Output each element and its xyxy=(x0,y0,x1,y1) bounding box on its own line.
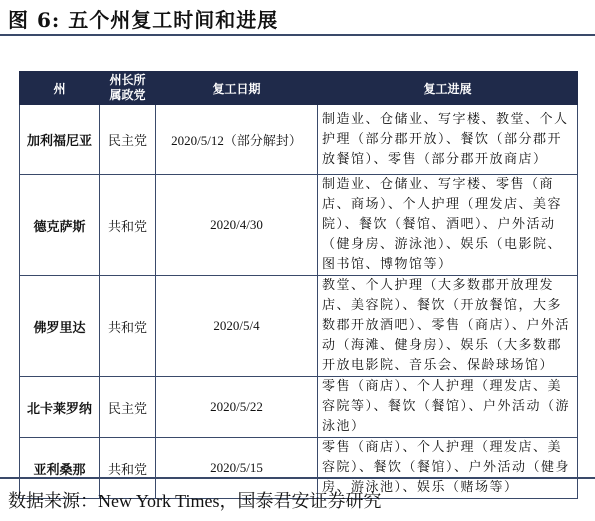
state-cell: 亚利桑那 xyxy=(20,438,100,499)
party-cell: 共和党 xyxy=(100,438,156,499)
progress-cell: 零售（商店）、个人护理（理发店、美容院等）、餐饮（餐馆）、户外活动（游泳池） xyxy=(318,377,578,438)
state-cell: 北卡莱罗纳 xyxy=(20,377,100,438)
bottom-divider xyxy=(0,477,595,479)
table-row xyxy=(20,175,578,276)
header-row xyxy=(20,72,578,105)
header-party: 州长所属政党 xyxy=(100,72,156,105)
party-cell: 民主党 xyxy=(100,105,156,175)
progress-cell: 制造业、仓储业、写字楼、零售（商店、商场）、个人护理（理发店、美容院）、餐饮（餐馆、酒吧）、户外活动（健身房、游泳池）、娱乐（电影院、图书馆、博物馆等） xyxy=(318,175,578,276)
state-cell: 佛罗里达 xyxy=(20,276,100,377)
state-cell: 加利福尼亚 xyxy=(20,105,100,175)
header-state: 州 xyxy=(20,72,100,105)
date-cell: 2020/5/15 xyxy=(156,438,318,499)
source-note: 数据来源：New York Times，国泰君安证券研究 xyxy=(8,491,382,511)
table-row xyxy=(20,377,578,438)
progress-cell: 零售（商店）、个人护理（理发店、美容院）、餐饮（餐馆）、户外活动（健身房、游泳池）、娱乐（赌场等） xyxy=(318,438,578,499)
date-cell: 2020/5/4 xyxy=(156,276,318,377)
table-row xyxy=(20,276,578,377)
date-cell: 2020/5/12（部分解封） xyxy=(156,105,318,175)
progress-cell: 教堂、个人护理（大多数郡开放理发店、美容院）、餐饮（开放餐馆，大多数郡开放酒吧）、零售（商店）、户外活动（海滩、健身房）、娱乐（大多数郡开放电影院、音乐会、保龄球场馆） xyxy=(318,276,578,377)
state-cell: 德克萨斯 xyxy=(20,175,100,276)
date-cell: 2020/4/30 xyxy=(156,175,318,276)
top-divider xyxy=(0,34,595,36)
party-cell: 民主党 xyxy=(100,377,156,438)
date-cell: 2020/5/22 xyxy=(156,377,318,438)
progress-cell: 制造业、仓储业、写字楼、教堂、个人护理（部分郡开放）、餐饮（部分郡开放餐馆）、零售（部分郡开放商店） xyxy=(318,105,578,175)
party-cell: 共和党 xyxy=(100,175,156,276)
table-row xyxy=(20,105,578,175)
header-date: 复工日期 xyxy=(156,72,318,105)
party-cell: 共和党 xyxy=(100,276,156,377)
reopening-table xyxy=(19,71,578,499)
figure-title: 图 6: 五个州复工时间和进展 xyxy=(8,8,279,32)
header-progress: 复工进展 xyxy=(318,72,578,105)
